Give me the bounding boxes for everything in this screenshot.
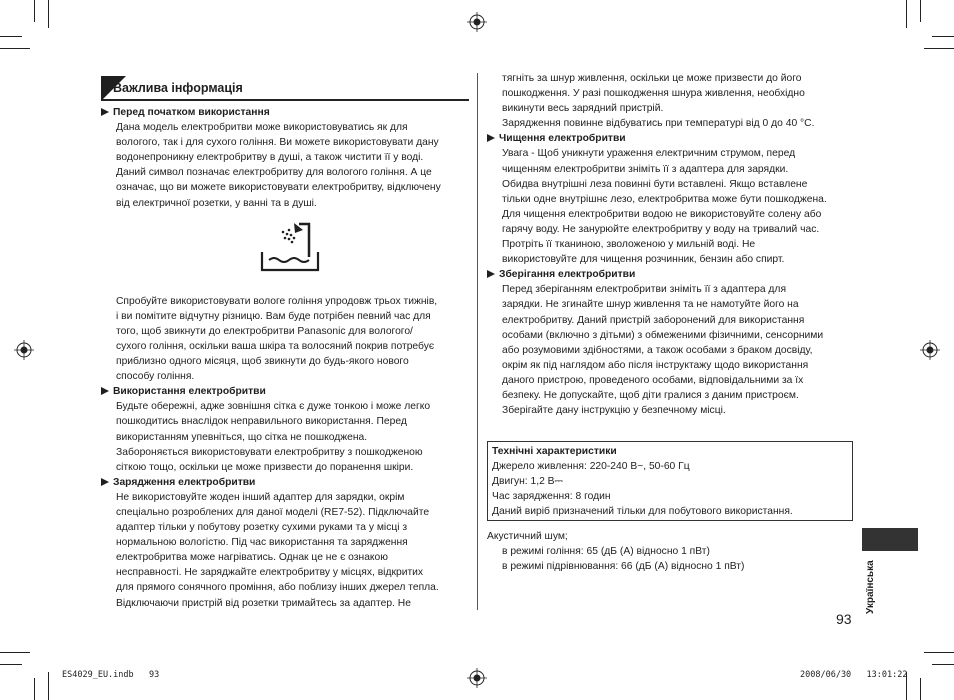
noise-title: Акустичний шум; [487, 531, 568, 542]
section-title: Чищення електробритви [487, 131, 857, 146]
text-line: Дана модель електробритви може використовуватись як для [116, 122, 408, 134]
text-line: адаптер тільки у побутову розетку сухими руками та у місці з [116, 522, 408, 534]
text-line: Спробуйте використовувати вологе гоління упродовж трьох тижнів, [116, 295, 438, 307]
text-line: Не використовуйте жоден інший адаптер для зарядки, окрім [116, 491, 405, 503]
crop-mark [932, 664, 954, 665]
spec-box [487, 441, 853, 521]
text-line: тільки одне внутрішнє лезо, електробритва може бути пошкоджена. [502, 193, 827, 205]
crop-mark [920, 678, 921, 700]
crop-mark [34, 0, 35, 22]
text-line: того, щоб звикнути до електробритви Panasonic для вологого/ [116, 325, 413, 337]
language-label [863, 556, 879, 616]
registration-mark-icon [467, 668, 487, 688]
text-line: або розумовими здібностями, а також особами з браком досвіду, [502, 344, 813, 356]
text-line: тягніть за шнур живлення, оскільки це може призвести до його [502, 73, 802, 84]
text-line: Зарядження повинне відбуватись при температурі від 0 до 40 °С. [502, 118, 815, 130]
text-line: Для чищення електробритви водою не використовуйте солену або [502, 208, 822, 220]
section-header [101, 76, 469, 101]
spec-line: Двигун: 1,2 В⎓ [492, 476, 563, 488]
crop-mark [0, 652, 30, 653]
text-line: Забороняється використовувати електробритву з пошкодженою [116, 446, 423, 458]
text-line: Протріть її тканиною, зволоженою у мильній воді. Не [502, 239, 756, 251]
section-body [101, 294, 471, 385]
crop-mark [0, 48, 30, 49]
language-text: Українська [865, 560, 876, 614]
text-line: окрім як під наглядом або після інструктажу щодо використання [502, 359, 809, 371]
crop-mark [924, 652, 954, 653]
section-body [487, 71, 857, 131]
noise-line: в режимі підрівнювання: 66 (дБ (А) відносно 1 пВт) [502, 561, 745, 573]
language-tab [862, 528, 918, 551]
noise-info [487, 529, 857, 574]
left-column [101, 105, 471, 611]
section-body [101, 490, 471, 611]
text-line: спеціально розроблених для даної моделі (RE7-52). Підключайте [116, 506, 430, 518]
section-title: Використання електробритви [101, 384, 471, 399]
text-line: особами (включно з дітьми) з обмеженими фізичними, сенсорними [502, 329, 824, 341]
arrow-right-icon [101, 387, 109, 395]
spec-line: Джерело живлення: 220-240 В~, 50-60 Гц [492, 461, 690, 473]
arrow-right-icon [101, 478, 109, 486]
text-line: водонепроникну електробритву в душі, а також чистити її у воді. [116, 152, 424, 164]
registration-mark-icon [467, 12, 487, 32]
text-line: Обидва внутрішні леза повинні бути вставлені. Якщо вставлене [502, 178, 808, 190]
crop-mark [906, 0, 907, 28]
text-line: Перед зберіганням електробритви зніміть її з адаптера для [502, 284, 787, 296]
text-line: електробритва може нагріватись. Однак це не є ознакою [116, 552, 388, 564]
text-line: для прямого сонячного проміння, або поблизу інших джерел тепла. [116, 582, 439, 594]
shower-bath-icon [259, 220, 321, 274]
text-line: від електричної розетки, у ванні та в душі. [116, 197, 317, 209]
text-line: вологого, так і для сухого гоління. Ви можете використовувати дану [116, 137, 439, 149]
text-line: використанням упевніться, що сітка не пошкоджена. [116, 431, 368, 443]
text-line: даного пристрою, проведеного особами, відповідальними за їх [502, 374, 804, 386]
noise-line: в режимі гоління: 65 (дБ (А) відносно 1 пВт) [502, 546, 710, 558]
footer-file: ES4029_EU.indb 93 [62, 670, 160, 680]
spec-title: Технічні характеристики [492, 446, 617, 457]
text-line: означає, що ви можете використовувати електробритву, відключену [116, 182, 441, 194]
arrow-right-icon [487, 134, 495, 142]
text-line: Даний символ позначає електробритву для вологого гоління. А це [116, 167, 432, 179]
text-line: викинути весь зарядний пристрій. [502, 103, 664, 115]
arrow-right-icon [101, 108, 109, 116]
crop-mark [920, 0, 921, 22]
page-title: Важлива інформація [113, 81, 243, 95]
text-line: пошкодження. У разі пошкодження шнура живлення, необхідно [502, 88, 805, 100]
footer-date: 2008/06/30 13:01:22 [800, 670, 908, 680]
right-column [487, 71, 857, 418]
arrow-right-icon [487, 270, 495, 278]
crop-mark [932, 36, 954, 37]
spec-line: Час зарядження: 8 годин [492, 491, 611, 503]
text-line: несправності. Не заряджайте електробритву у місцях, відкритих [116, 567, 424, 579]
page-number: 93 [836, 611, 852, 627]
registration-mark-icon [14, 340, 34, 360]
text-line: способу гоління. [116, 371, 195, 383]
text-line: електробритву. Даний пристрій заборонений для використання [502, 314, 805, 326]
crop-mark [0, 664, 22, 665]
text-line: сухого гоління, оскільки ваша шкіра та волосяний покрив потребує [116, 340, 435, 352]
section-body [101, 399, 471, 474]
text-line: Відключаючи пристрій від розетки тримайтесь за адаптер. Не [116, 597, 411, 609]
text-line: Зберігайте дану інструкцію у безпечному місці. [502, 405, 726, 417]
registration-mark-icon [920, 340, 940, 360]
header-underline [101, 99, 469, 101]
crop-mark [48, 672, 49, 700]
text-line: пошкодитись внаслідок неправильного використання. Перед [116, 416, 407, 428]
section-body [101, 120, 471, 211]
text-line: чищенням електробритви зніміть її з адаптера для зарядки. [502, 163, 789, 175]
section-body [487, 146, 857, 267]
section-title: Перед початком використання [101, 105, 471, 120]
text-line: використовуйте для чищення розчинник, бензин або спирт. [502, 254, 785, 266]
section-title: Зарядження електробритви [101, 475, 471, 490]
text-line: Будьте обережні, адже зовнішня сітка є дуже тонкою і може легко [116, 401, 431, 413]
crop-mark [34, 678, 35, 700]
crop-mark [924, 48, 954, 49]
text-line: Увага - Щоб уникнути ураження електричним струмом, перед [502, 148, 796, 160]
text-line: зарядки. Не згинайте шнур живлення та не намотуйте його на [502, 299, 799, 311]
text-line: приблизно одного місяця, щоб звикнути до будь-якого нового [116, 356, 409, 368]
crop-mark [48, 0, 49, 28]
spec-line: Даний виріб призначений тільки для побутового використання. [492, 506, 793, 518]
text-line: гарячу воду. Не занурюйте електробритву у воду на тривалий час. [502, 223, 820, 235]
text-line: безпеку. Не допускайте, щоб діти гралися з даним пристроєм. [502, 389, 799, 401]
text-line: нормальною вологістю. Під час використання та зарядження [116, 537, 408, 549]
column-divider [477, 73, 478, 610]
text-line: і ви помітите відчутну різницю. Вам буде потрібен певний час для [116, 310, 431, 322]
section-title: Зберігання електробритви [487, 267, 857, 282]
crop-mark [0, 36, 22, 37]
icon-area [101, 211, 471, 294]
section-body [487, 282, 857, 418]
text-line: сіткою тощо, оскільки це може призвести до поранення шкіри. [116, 461, 414, 473]
